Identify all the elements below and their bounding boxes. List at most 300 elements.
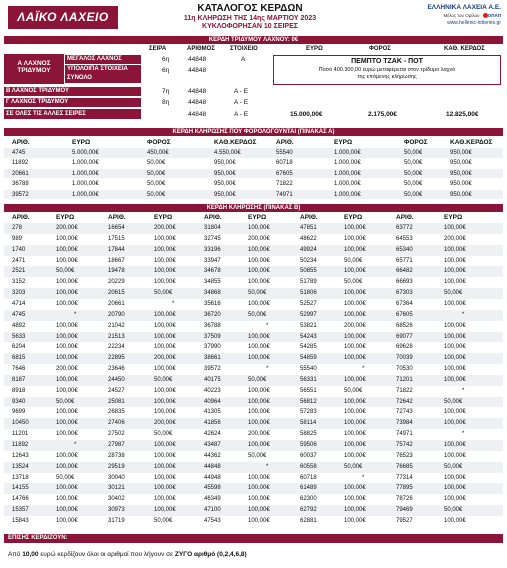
- table-b-cell: 69628: [396, 344, 413, 351]
- table-b-cell: 20615: [108, 290, 125, 297]
- table-b-cell: 50,00€: [56, 474, 75, 481]
- table-b-cell: 100,00€: [344, 409, 366, 416]
- table-b-cell: *: [266, 463, 269, 470]
- table-b-cell: 26835: [108, 409, 125, 416]
- table-b-cell: 32745: [204, 235, 221, 242]
- table-b-cell: 35616: [204, 300, 221, 307]
- table-b-cell: 2471: [12, 257, 26, 264]
- table-b-cell: 100,00€: [154, 257, 176, 264]
- table-a-cell: 950,00€: [450, 160, 472, 167]
- table-b-header: [4, 213, 503, 222]
- table-b-cell: 33947: [204, 257, 221, 264]
- table-a-cell: 950,00€: [450, 150, 472, 156]
- c-triplet-label: Γ ΛΑΧΝΟΣ ΤΡΙΔΥΜΟΥ: [4, 98, 141, 107]
- table-a-cell: 74971: [276, 191, 293, 198]
- table-b-cell: 36720: [204, 311, 221, 318]
- a-triplet-label: Α ΛΑΧΝΟΣ ΤΡΙΔΥΜΟΥ: [4, 54, 64, 84]
- table-b-cell: 44948: [204, 474, 221, 481]
- table-b-cell: 15357: [12, 507, 29, 514]
- table-b-cell: 47543: [204, 517, 221, 524]
- table-b-cell: 20661: [108, 300, 125, 307]
- table-b-cell: 100,00€: [444, 225, 466, 231]
- table-b-cell: 72642: [396, 398, 413, 405]
- table-b-row: [4, 321, 503, 332]
- d-tax: 2.175,00€: [368, 111, 397, 118]
- header: [0, 0, 507, 40]
- table-a-cell: 36788: [12, 181, 29, 188]
- table-b-cell: 100,00€: [248, 474, 270, 481]
- table-b-cell: 21042: [108, 322, 125, 329]
- table-b-cell: 72743: [396, 409, 413, 416]
- table-a-col-header: ΚΑΘ.ΚΕΡΔΟΣ: [450, 139, 493, 146]
- table-b-cell: 48622: [300, 235, 317, 242]
- table-b-cell: 100,00€: [248, 442, 270, 448]
- table-b-cell: 100,00€: [344, 420, 366, 427]
- col-tax: ΦΟΡΟΣ: [369, 46, 391, 52]
- table-b-cell: 100,00€: [444, 366, 466, 373]
- table-b-cell: 50,00€: [444, 290, 463, 297]
- table-a-cell: 50,00€: [147, 160, 166, 167]
- table-b-row: [4, 505, 503, 516]
- table-b-cell: 2521: [12, 268, 26, 275]
- table-b-cell: 100,00€: [248, 409, 270, 416]
- table-a-cell: 950,00€: [450, 170, 472, 177]
- table-b-cell: *: [74, 311, 77, 318]
- table-b-cell: 50,00€: [56, 268, 75, 275]
- row1-series: 6η: [162, 56, 170, 63]
- table-b-cell: 51806: [300, 290, 317, 297]
- table-b-cell: 54285: [300, 344, 317, 351]
- table-b-cell: 100,00€: [344, 507, 366, 514]
- table-b-cell: 67303: [396, 290, 413, 297]
- table-b-row: [4, 353, 503, 364]
- triplet-banner: ΚΕΡΔΗ ΤΡΙΔΥΜΟΥ ΛΑΧΝΟΥ: 0€: [4, 36, 503, 44]
- table-b-cell: 50,00€: [248, 311, 267, 318]
- table-b-cell: 7646: [12, 366, 26, 373]
- table-b-cell: 100,00€: [344, 485, 366, 492]
- table-b-cell: 100,00€: [248, 225, 270, 231]
- b-number: 44848: [188, 88, 207, 95]
- table-b-cell: 22234: [108, 344, 125, 351]
- table-b-cell: 100,00€: [444, 355, 466, 362]
- table-b-cell: 100,00€: [56, 290, 78, 297]
- table-b-cell: 67364: [396, 300, 413, 307]
- table-b-cell: 100,00€: [444, 376, 466, 383]
- table-b-cell: 989: [12, 235, 23, 242]
- table-b-col-header: ΕΥΡΩ: [56, 214, 75, 221]
- table-b-cell: 100,00€: [154, 485, 176, 492]
- table-b-cell: 100,00€: [154, 496, 176, 503]
- table-b-cell: 100,00€: [444, 485, 466, 492]
- table-b-cell: 20229: [108, 279, 125, 286]
- table-b-col-header: ΑΡΙΘ.: [108, 214, 126, 221]
- table-b-cell: 100,00€: [344, 398, 366, 405]
- table-a-cell: 50,00€: [404, 170, 423, 177]
- table-b-cell: 100,00€: [248, 507, 270, 514]
- table-b-cell: 100,00€: [344, 355, 366, 362]
- table-a-cell: 1.000,00€: [72, 170, 99, 177]
- table-a-cell: 50,00€: [404, 160, 423, 167]
- table-b-cell: 56331: [300, 376, 317, 383]
- table-b-cell: 65340: [396, 246, 413, 253]
- table-b-row: [4, 256, 503, 267]
- table-b-row: [4, 516, 503, 527]
- table-b-cell: 57283: [300, 409, 317, 416]
- table-b-cell: 100,00€: [344, 496, 366, 503]
- row1-element: Α: [241, 56, 246, 63]
- table-b-cell: 100,00€: [154, 409, 176, 416]
- table-a-cell: 450,00€: [147, 150, 169, 156]
- table-b-cell: 27502: [108, 431, 125, 438]
- table-b-row: [4, 462, 503, 473]
- table-b-row: [4, 332, 503, 343]
- brand-url[interactable]: www.hellenic-lotteries.gr: [447, 20, 501, 27]
- brand-block: [391, 4, 501, 26]
- table-b-cell: 50,00€: [344, 257, 363, 264]
- table-a-cell: 50,00€: [147, 181, 166, 188]
- table-b-cell: 22895: [108, 355, 125, 362]
- table-b-cell: 100,00€: [56, 279, 78, 286]
- table-b-cell: 41305: [204, 409, 221, 416]
- table-b-cell: 100,00€: [56, 333, 78, 340]
- table-a-cell: 50,00€: [147, 191, 166, 198]
- other-series-label: ΣΕ ΟΛΕΣ ΤΙΣ ΑΛΛΕΣ ΣΕΙΡΕΣ: [4, 109, 141, 119]
- table-b-cell: 100,00€: [154, 507, 176, 514]
- table-b-cell: 50,00€: [248, 376, 267, 383]
- table-a-cell: 1.000,00€: [334, 181, 361, 188]
- table-b-cell: *: [266, 366, 269, 373]
- c-series: 8η: [162, 99, 170, 106]
- table-b-cell: 27406: [108, 420, 125, 427]
- table-b-cell: 77895: [396, 485, 413, 492]
- table-b-cell: 100,00€: [56, 344, 78, 351]
- col-net: ΚΑΘ. ΚΕΡΔΟΣ: [444, 46, 485, 52]
- table-b-cell: 71201: [396, 376, 413, 383]
- table-b-cell: 71822: [396, 387, 413, 394]
- table-b-row: [4, 397, 503, 408]
- table-b-cell: 100,00€: [344, 431, 366, 438]
- table-b-cell: 100,00€: [248, 485, 270, 492]
- table-b-cell: 100,00€: [248, 387, 270, 394]
- table-b-cell: 100,00€: [56, 431, 78, 438]
- table-b-cell: 60558: [300, 463, 317, 470]
- table-b-cell: 200,00€: [248, 431, 270, 438]
- table-b-cell: 278: [12, 225, 23, 231]
- table-b-row: [4, 407, 503, 418]
- series-info: ΚΥΚΛΟΦΟΡΗΣΑΝ 10 ΣΕΙΡΕΣ: [202, 23, 298, 30]
- table-a-cell: 50,00€: [404, 191, 423, 198]
- table-a-cell: 4.550,00€: [214, 150, 241, 156]
- table-b-cell: 77314: [396, 474, 413, 481]
- jackpot-text-2: της επόμενης κλήρωσης: [357, 74, 417, 80]
- table-b-cell: 15843: [12, 517, 29, 524]
- table-b-cell: 59506: [300, 442, 317, 448]
- table-b-cell: 9699: [12, 409, 26, 416]
- table-b-cell: 52527: [300, 300, 317, 307]
- table-b-cell: 50,00€: [248, 452, 267, 459]
- table-b-cell: 44362: [204, 452, 221, 459]
- table-b-cell: 100,00€: [248, 344, 270, 351]
- table-b-cell: 28738: [108, 452, 125, 459]
- table-a-cell: 4745: [12, 150, 26, 156]
- brand-sub: Μέλος του Ομίλου ΟΠΑΠ: [443, 13, 501, 18]
- table-b-cell: 16654: [108, 225, 125, 231]
- table-b-cell: 200,00€: [154, 420, 176, 427]
- table-b-row: [4, 418, 503, 429]
- table-a-cell: 20661: [12, 170, 29, 177]
- table-b-cell: 100,00€: [444, 300, 466, 307]
- table-b-cell: 100,00€: [444, 322, 466, 329]
- table-b-cell: 19478: [108, 268, 125, 275]
- table-b-cell: 30973: [108, 507, 125, 514]
- table-a-row: [4, 169, 503, 179]
- table-b-cell: 100,00€: [154, 279, 176, 286]
- table-a-cell: 1.000,00€: [72, 160, 99, 167]
- table-a-cell: 50,00€: [404, 181, 423, 188]
- table-a-cell: 55540: [276, 150, 293, 156]
- table-a-col-header: ΦΟΡΟΣ: [404, 139, 428, 146]
- table-b-cell: 61489: [300, 485, 317, 492]
- laiko-lacheio-logo: ΛΑΪΚΟ ΛΑΧΕΙΟ: [8, 6, 118, 29]
- table-b-cell: 67605: [396, 311, 413, 318]
- table-a-col-header: ΕΥΡΩ: [72, 139, 91, 146]
- table-b-row: [4, 245, 503, 256]
- table-b-cell: 17844: [108, 246, 125, 253]
- table-b-cell: 100,00€: [444, 452, 466, 459]
- table-b-cell: 76523: [396, 452, 413, 459]
- table-b-cell: 100,00€: [444, 279, 466, 286]
- table-b-cell: 100,00€: [154, 311, 176, 318]
- top-header-row: [4, 45, 503, 54]
- table-a-cell: 50,00€: [404, 150, 423, 156]
- table-b-cell: 12643: [12, 452, 29, 459]
- table-b-cell: 100,00€: [154, 322, 176, 329]
- table-b-cell: *: [266, 322, 269, 329]
- table-a-cell: 60718: [276, 160, 293, 167]
- table-b-col-header: ΑΡΙΘ.: [300, 214, 318, 221]
- c-element: Α - Ε: [234, 99, 249, 106]
- table-b-cell: *: [362, 366, 365, 373]
- table-b-cell: 100,00€: [344, 376, 366, 383]
- table-b-banner: ΚΕΡΔΗ ΚΛΗΡΩΣΗΣ (ΠΙΝΑΚΑΣ Β): [4, 204, 503, 212]
- table-b-cell: 50,00€: [154, 376, 173, 383]
- table-a-row: [4, 190, 503, 200]
- table-b-cell: 33196: [204, 246, 221, 253]
- table-b-cell: 100,00€: [344, 452, 366, 459]
- table-b-cell: 56551: [300, 387, 317, 394]
- table-b-cell: 100,00€: [248, 420, 270, 427]
- table-b-cell: 31804: [204, 225, 221, 231]
- table-a-cell: 5.000,00€: [72, 150, 99, 156]
- table-b-cell: 100,00€: [248, 279, 270, 286]
- table-b-row: [4, 451, 503, 462]
- table-b-cell: 20790: [108, 311, 125, 318]
- table-b-cell: 100,00€: [56, 420, 78, 427]
- table-b-cell: 18667: [108, 257, 125, 264]
- table-b-cell: *: [172, 300, 175, 307]
- table-b-cell: 100,00€: [444, 420, 466, 427]
- table-b-row: [4, 494, 503, 505]
- table-b-cell: 100,00€: [56, 463, 78, 470]
- table-b-cell: 47851: [300, 225, 317, 231]
- table-a-col-header: ΑΡΙΘ.: [276, 139, 294, 146]
- table-b-cell: 8918: [12, 387, 26, 394]
- table-b-cell: 100,00€: [154, 398, 176, 405]
- table-a-cell: 71822: [276, 181, 293, 188]
- col-series: ΣΕΙΡΑ: [149, 46, 167, 52]
- table-b-cell: 100,00€: [56, 322, 78, 329]
- table-b-cell: 100,00€: [248, 517, 270, 524]
- table-b-cell: 55540: [300, 366, 317, 373]
- table-b-cell: 100,00€: [56, 235, 78, 242]
- table-b-cell: 100,00€: [154, 442, 176, 448]
- catalog-title: ΚΑΤΑΛΟΓΟΣ ΚΕΡΔΩΝ: [197, 3, 303, 14]
- table-a-col-header: ΚΑΘ.ΚΕΡΔΟΣ: [214, 139, 257, 146]
- table-b-cell: 37990: [204, 344, 221, 351]
- table-b-cell: 100,00€: [344, 290, 366, 297]
- table-b-cell: 50,00€: [56, 398, 75, 405]
- table-b-row: [4, 440, 503, 451]
- table-b-cell: 100,00€: [444, 268, 466, 275]
- table-a-row: [4, 158, 503, 168]
- table-b-cell: 62300: [300, 496, 317, 503]
- table-b-cell: 5633: [12, 333, 26, 340]
- table-b-cell: 70039: [396, 355, 413, 362]
- table-b-cell: 50234: [300, 257, 317, 264]
- table-b-cell: 100,00€: [154, 474, 176, 481]
- table-b-cell: 100,00€: [344, 517, 366, 524]
- table-b-cell: 36788: [204, 322, 221, 329]
- table-b-cell: 58825: [300, 431, 317, 438]
- table-b-cell: 66693: [396, 279, 413, 286]
- table-b-row: [4, 234, 503, 245]
- table-b-cell: 53821: [300, 322, 317, 329]
- table-b-cell: 14766: [12, 496, 29, 503]
- table-b-col-header: ΕΥΡΩ: [344, 214, 363, 221]
- table-b-cell: 200,00€: [344, 322, 366, 329]
- table-a-cell: 11892: [12, 160, 29, 167]
- table-b-cell: 41856: [204, 420, 221, 427]
- table-b-cell: 30121: [108, 485, 125, 492]
- table-b-cell: 29519: [108, 463, 125, 470]
- table-b-cell: 100,00€: [154, 235, 176, 242]
- table-b-cell: 100,00€: [248, 398, 270, 405]
- table-b-cell: 69077: [396, 333, 413, 340]
- table-b-cell: 79527: [396, 517, 413, 524]
- table-b-cell: 60718: [300, 474, 317, 481]
- table-a-row: [4, 148, 503, 158]
- table-a-cell: 950,00€: [214, 191, 236, 198]
- table-a-col-header: ΑΡΙΘ.: [12, 139, 30, 146]
- table-b-row: [4, 310, 503, 321]
- table-b-cell: 100,00€: [56, 376, 78, 383]
- table-b-cell: 100,00€: [56, 257, 78, 264]
- table-b-cell: 100,00€: [444, 344, 466, 351]
- table-b-row: [4, 299, 503, 310]
- table-b-row: [4, 223, 503, 234]
- table-b-cell: 4714: [12, 300, 26, 307]
- row2-number: 44848: [188, 67, 207, 74]
- table-b-cell: 50,00€: [444, 507, 463, 514]
- table-b-cell: 47100: [204, 507, 221, 514]
- table-b-cell: 200,00€: [248, 235, 270, 242]
- table-b-cell: 10450: [12, 420, 29, 427]
- table-b-cell: 34678: [204, 268, 221, 275]
- table-b-cell: 49924: [300, 246, 317, 253]
- table-a-cell: 1.000,00€: [334, 191, 361, 198]
- table-b-cell: 6204: [12, 344, 26, 351]
- table-b-cell: 4892: [12, 322, 26, 329]
- table-b-cell: 50,00€: [344, 463, 363, 470]
- jackpot-box: [273, 55, 501, 85]
- table-b-cell: 100,00€: [56, 496, 78, 503]
- table-b-row: [4, 473, 503, 484]
- table-b-cell: 100,00€: [56, 387, 78, 394]
- table-b-cell: 100,00€: [154, 452, 176, 459]
- table-b-cell: 39572: [204, 366, 221, 373]
- table-b-cell: 74971: [396, 431, 413, 438]
- table-b-row: [4, 277, 503, 288]
- table-b-cell: 100,00€: [344, 333, 366, 340]
- table-b-cell: 38661: [204, 355, 221, 362]
- table-b-cell: 100,00€: [248, 496, 270, 503]
- table-a-cell: 50,00€: [147, 170, 166, 177]
- table-b-cell: 100,00€: [444, 442, 466, 448]
- table-b-cell: 100,00€: [444, 246, 466, 253]
- b-series: 7η: [162, 88, 170, 95]
- brand-name: ΕΛΛΗΝΙΚΑ ΛΑΧΕΙΑ Α.Ε.: [427, 4, 501, 11]
- table-b-cell: 62881: [300, 517, 317, 524]
- table-b-cell: 6815: [12, 355, 26, 362]
- table-b-cell: 100,00€: [444, 517, 466, 524]
- table-b-cell: 24527: [108, 387, 125, 394]
- table-b-cell: *: [462, 387, 465, 394]
- table-b-cell: 100,00€: [154, 333, 176, 340]
- jackpot-title: ΠΕΜΠΤΟ ΤΖΑΚ - ΠΟΤ: [351, 58, 423, 65]
- table-b-cell: 45598: [204, 485, 221, 492]
- table-b-cell: 52997: [300, 311, 317, 318]
- b-element: Α - Ε: [234, 88, 249, 95]
- table-b-cell: 100,00€: [248, 246, 270, 253]
- table-b-cell: 100,00€: [56, 452, 78, 459]
- table-b-cell: 100,00€: [56, 485, 78, 492]
- table-b-cell: 200,00€: [154, 355, 176, 362]
- table-b-cell: 40223: [204, 387, 221, 394]
- table-b-cell: 70530: [396, 366, 413, 373]
- table-a-cell: 1.000,00€: [72, 181, 99, 188]
- row1-label: ΜΕΓΑΛΟΣ ΛΑΧΝΟΣ: [65, 55, 141, 64]
- table-b-row: [4, 288, 503, 299]
- table-b-cell: 100,00€: [344, 300, 366, 307]
- table-b-cell: 42624: [204, 431, 221, 438]
- table-b-cell: 79469: [396, 507, 413, 514]
- catalog-title-block: [140, 3, 360, 30]
- table-b-cell: 100,00€: [56, 409, 78, 416]
- row2-label: ΥΠΟΛΟΙΠΑ ΣΤΟΙΧΕΙΑ ΣΥΝΟΛΟ: [65, 65, 141, 83]
- table-b-cell: 100,00€: [56, 300, 78, 307]
- table-b-cell: 100,00€: [56, 507, 78, 514]
- table-b-cell: *: [462, 431, 465, 438]
- b-triplet-label: Β ΛΑΧΝΟΣ ΤΡΙΔΥΜΟΥ: [4, 87, 141, 96]
- table-b-cell: 34868: [204, 290, 221, 297]
- d-euro: 15.000,00€: [290, 111, 323, 118]
- table-b-cell: 78726: [396, 496, 413, 503]
- table-b-cell: 100,00€: [444, 257, 466, 264]
- table-b-cell: 100,00€: [154, 366, 176, 373]
- table-b-cell: 8187: [12, 376, 26, 383]
- table-b-cell: 100,00€: [344, 311, 366, 318]
- table-b-row: [4, 342, 503, 353]
